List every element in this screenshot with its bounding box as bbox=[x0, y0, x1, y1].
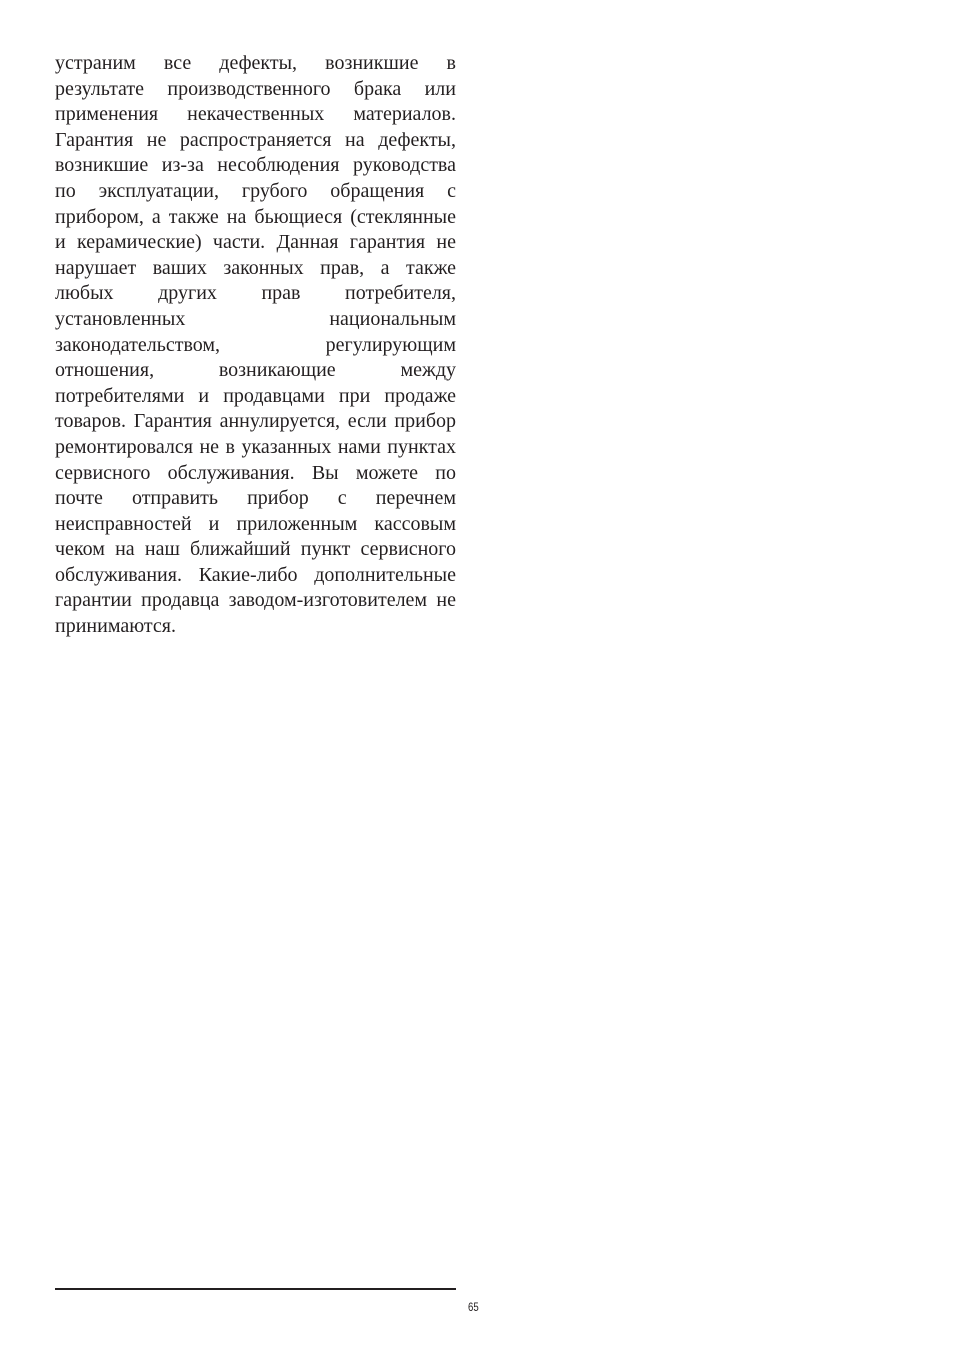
page-number: 65 bbox=[468, 1300, 479, 1314]
warranty-body-text: устраним все дефекты, возникшие в результате производственного брака или применения некачественных материалов. Гарантия не распространяется на дефекты, возникшие из-за несоблюдения руководства по эксплуатации, грубого обращения с прибором, а также на бьющиеся (стеклянные и керамические) части. Данная гарантия не нарушает ваших законных прав, а также любых других прав потребителя, установленных национальным законодательством, регулирующим отношения, возникающие между потребителями и продавцами при продаже товаров. Гарантия аннулируется, если прибор ремонтировался не в указанных нами пунктах сервисного обслуживания. Вы можете по почте отправить прибор с перечнем неисправностей и приложенным кассовым чеком на наш ближайший пункт сервисного обслуживания. Какие-либо дополнительные гарантии продавца заводом-изготовителем не принимаются. bbox=[55, 52, 456, 638]
footer-divider bbox=[55, 1288, 456, 1290]
